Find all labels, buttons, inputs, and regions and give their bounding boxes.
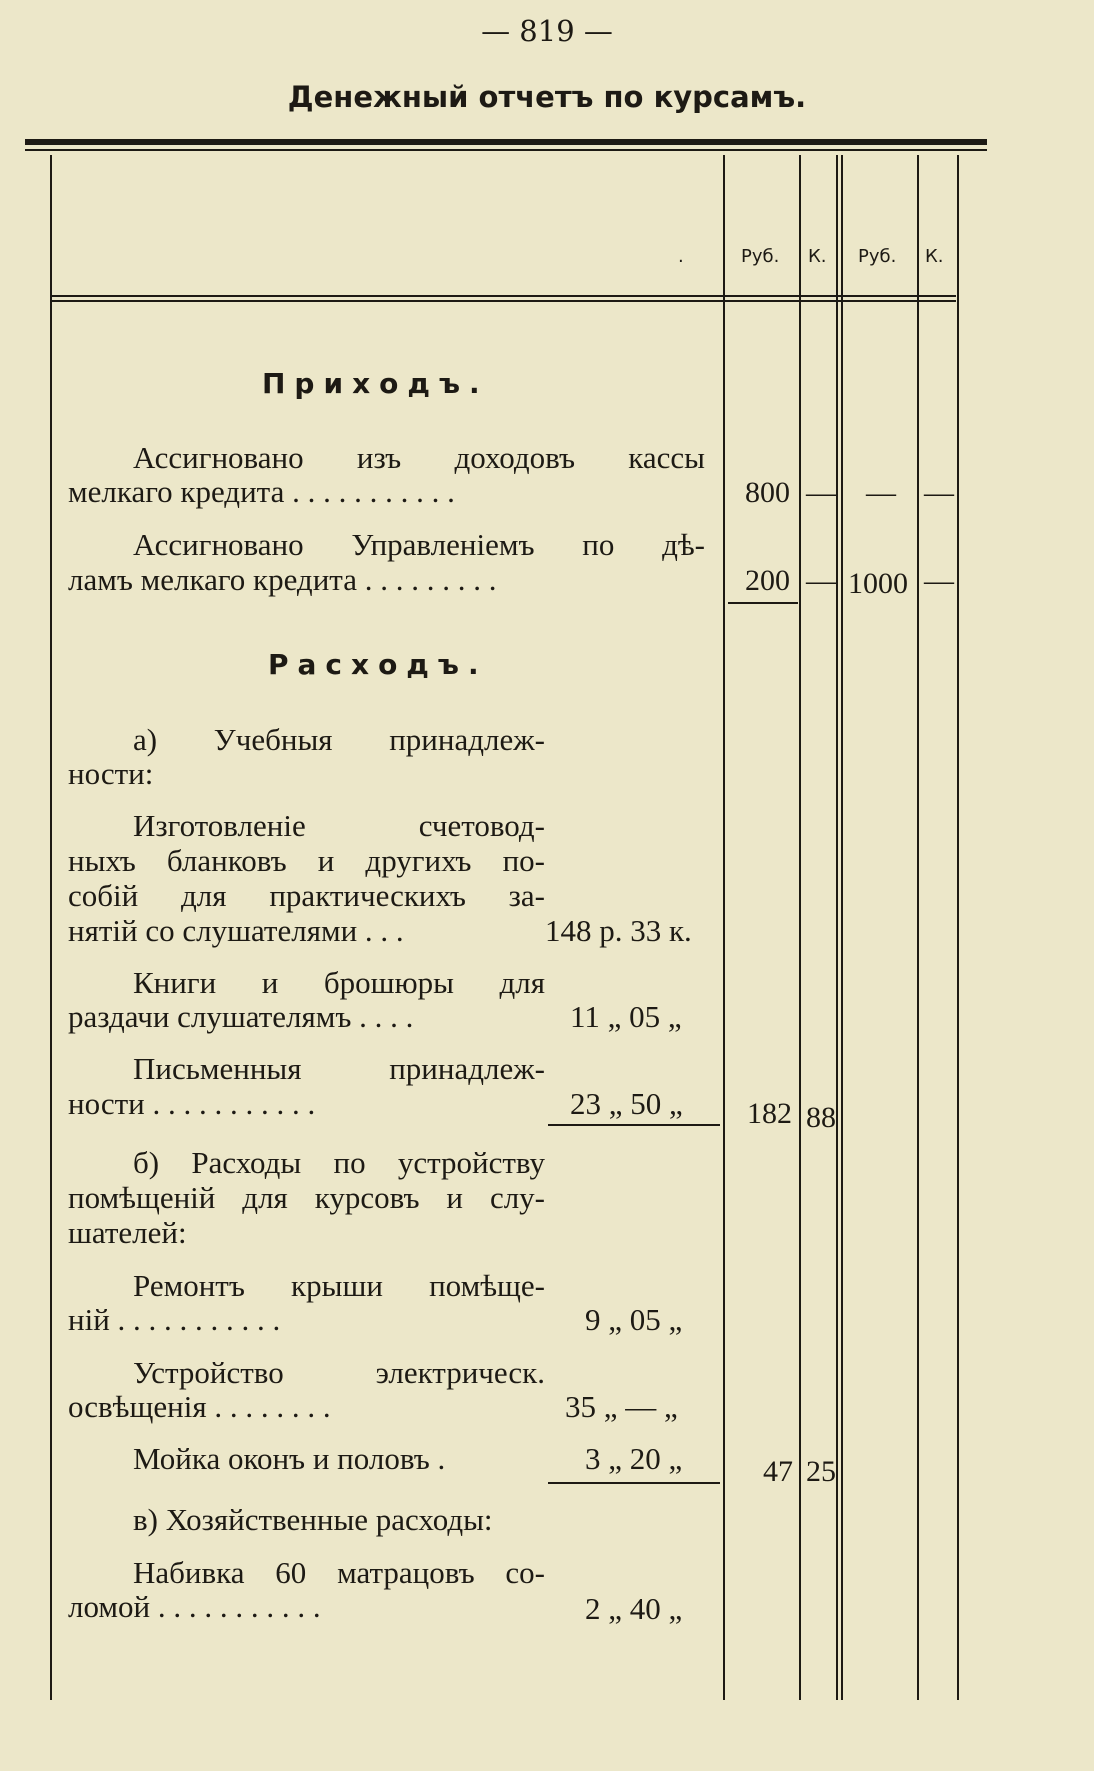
a-item-3-line1: Письменныя принадлеж- xyxy=(133,1051,545,1086)
section-b-title-line2: помѣщеній для курсовъ и слу- xyxy=(68,1180,545,1215)
income-heading: Приходъ. xyxy=(262,367,489,400)
a-item-1-line3: собій для практическихъ за- xyxy=(68,878,545,913)
a-item-2-line1: Книги и брошюры для xyxy=(133,965,545,1000)
left-border xyxy=(50,155,52,1700)
col-rule-1 xyxy=(723,155,725,1700)
income-item-1-rub: 800 xyxy=(745,476,790,509)
a-item-1-line2: ныхъ бланковъ и другихъ по- xyxy=(68,843,545,878)
b-total-rub: 47 xyxy=(763,1455,793,1488)
header-kop-2: К. xyxy=(925,246,944,267)
b-item-2-line2: освѣщенія . . . . . . . . xyxy=(68,1389,331,1424)
b-item-1-line2: ній . . . . . . . . . . . xyxy=(68,1302,281,1337)
a-item-2-line2: раздачи слушателямъ . . . . xyxy=(68,999,414,1034)
income-item-2-line2: ламъ мелкаго кредита . . . . . . . . . xyxy=(68,562,497,597)
c-item-1-line1: Набивка 60 матрацовъ со- xyxy=(133,1555,545,1590)
page-title: Денежный отчетъ по курсамъ. xyxy=(287,80,807,114)
header-kop-1: К. xyxy=(808,246,827,267)
income-item-1-line2: мелкаго кредита . . . . . . . . . . . xyxy=(68,474,455,509)
c-item-1-amount: 2 „ 40 „ xyxy=(585,1591,683,1626)
header-rub-1: Руб. xyxy=(741,246,780,267)
a-item-1-line4: нятій со слушателями . . . xyxy=(68,913,404,948)
col-rule-3 xyxy=(836,155,838,1700)
b-item-1-line1: Ремонтъ крыши помѣще- xyxy=(133,1268,545,1303)
income-item-2-kop2: — xyxy=(924,564,954,597)
b-item-1-amount: 9 „ 05 „ xyxy=(585,1302,683,1337)
income-item-1-line1: Ассигновано изъ доходовъ кассы xyxy=(133,440,705,475)
a-item-3-line2: ности . . . . . . . . . . . xyxy=(68,1086,316,1121)
income-item-2-line1: Ассигновано Управленіемъ по дѣ- xyxy=(133,527,705,562)
section-b-title-line1: б) Расходы по устройству xyxy=(133,1145,545,1180)
section-c-title: в) Хозяйственные расходы: xyxy=(133,1502,493,1537)
header-rule-2 xyxy=(52,300,956,302)
top-rule-thin xyxy=(25,149,987,151)
section-b-title-line3: шателей: xyxy=(68,1215,187,1250)
col-rule-2 xyxy=(799,155,801,1700)
a-item-2-amount: 11 „ 05 „ xyxy=(570,999,682,1034)
income-sum-rule xyxy=(728,602,798,604)
b-subtotal-rule xyxy=(548,1482,720,1484)
b-item-3-line1: Мойка оконъ и половъ . xyxy=(133,1441,446,1476)
c-item-1-line2: ломой . . . . . . . . . . . xyxy=(68,1589,321,1624)
section-a-title-line1: а) Учебныя принадлеж- xyxy=(133,722,545,757)
a-total-rub: 182 xyxy=(747,1097,792,1130)
header-rule xyxy=(52,295,956,297)
income-item-1-kop: — xyxy=(806,476,836,509)
section-a-title-line2: ности: xyxy=(68,756,154,791)
right-border xyxy=(957,155,959,1700)
a-subtotal-rule xyxy=(548,1124,720,1126)
b-item-2-line1: Устройство электрическ. xyxy=(133,1355,545,1390)
income-item-1-rub2: — xyxy=(866,476,896,509)
page-number: — 819 — xyxy=(481,14,613,48)
header-rub-2: Руб. xyxy=(858,246,897,267)
expense-heading: Расходъ. xyxy=(268,648,488,681)
b-total-kop: 25 xyxy=(806,1455,836,1488)
income-item-2-rub: 200 xyxy=(745,564,790,597)
a-total-kop: 88 xyxy=(806,1101,836,1134)
a-item-1-line1: Изготовленіе счетовод- xyxy=(133,808,545,843)
a-item-3-amount: 23 „ 50 „ xyxy=(570,1086,683,1121)
col-rule-3b xyxy=(841,155,843,1700)
top-rule xyxy=(25,139,987,145)
header-dot: . xyxy=(678,246,684,267)
income-item-2-rub2: 1000 xyxy=(848,567,908,600)
income-item-1-kop2: — xyxy=(924,476,954,509)
b-item-2-amount: 35 „ — „ xyxy=(565,1389,678,1424)
income-item-2-kop: — xyxy=(806,564,836,597)
a-item-1-amount: 148 р. 33 к. xyxy=(545,913,692,948)
col-rule-4 xyxy=(917,155,919,1700)
b-item-3-amount: 3 „ 20 „ xyxy=(585,1441,683,1476)
